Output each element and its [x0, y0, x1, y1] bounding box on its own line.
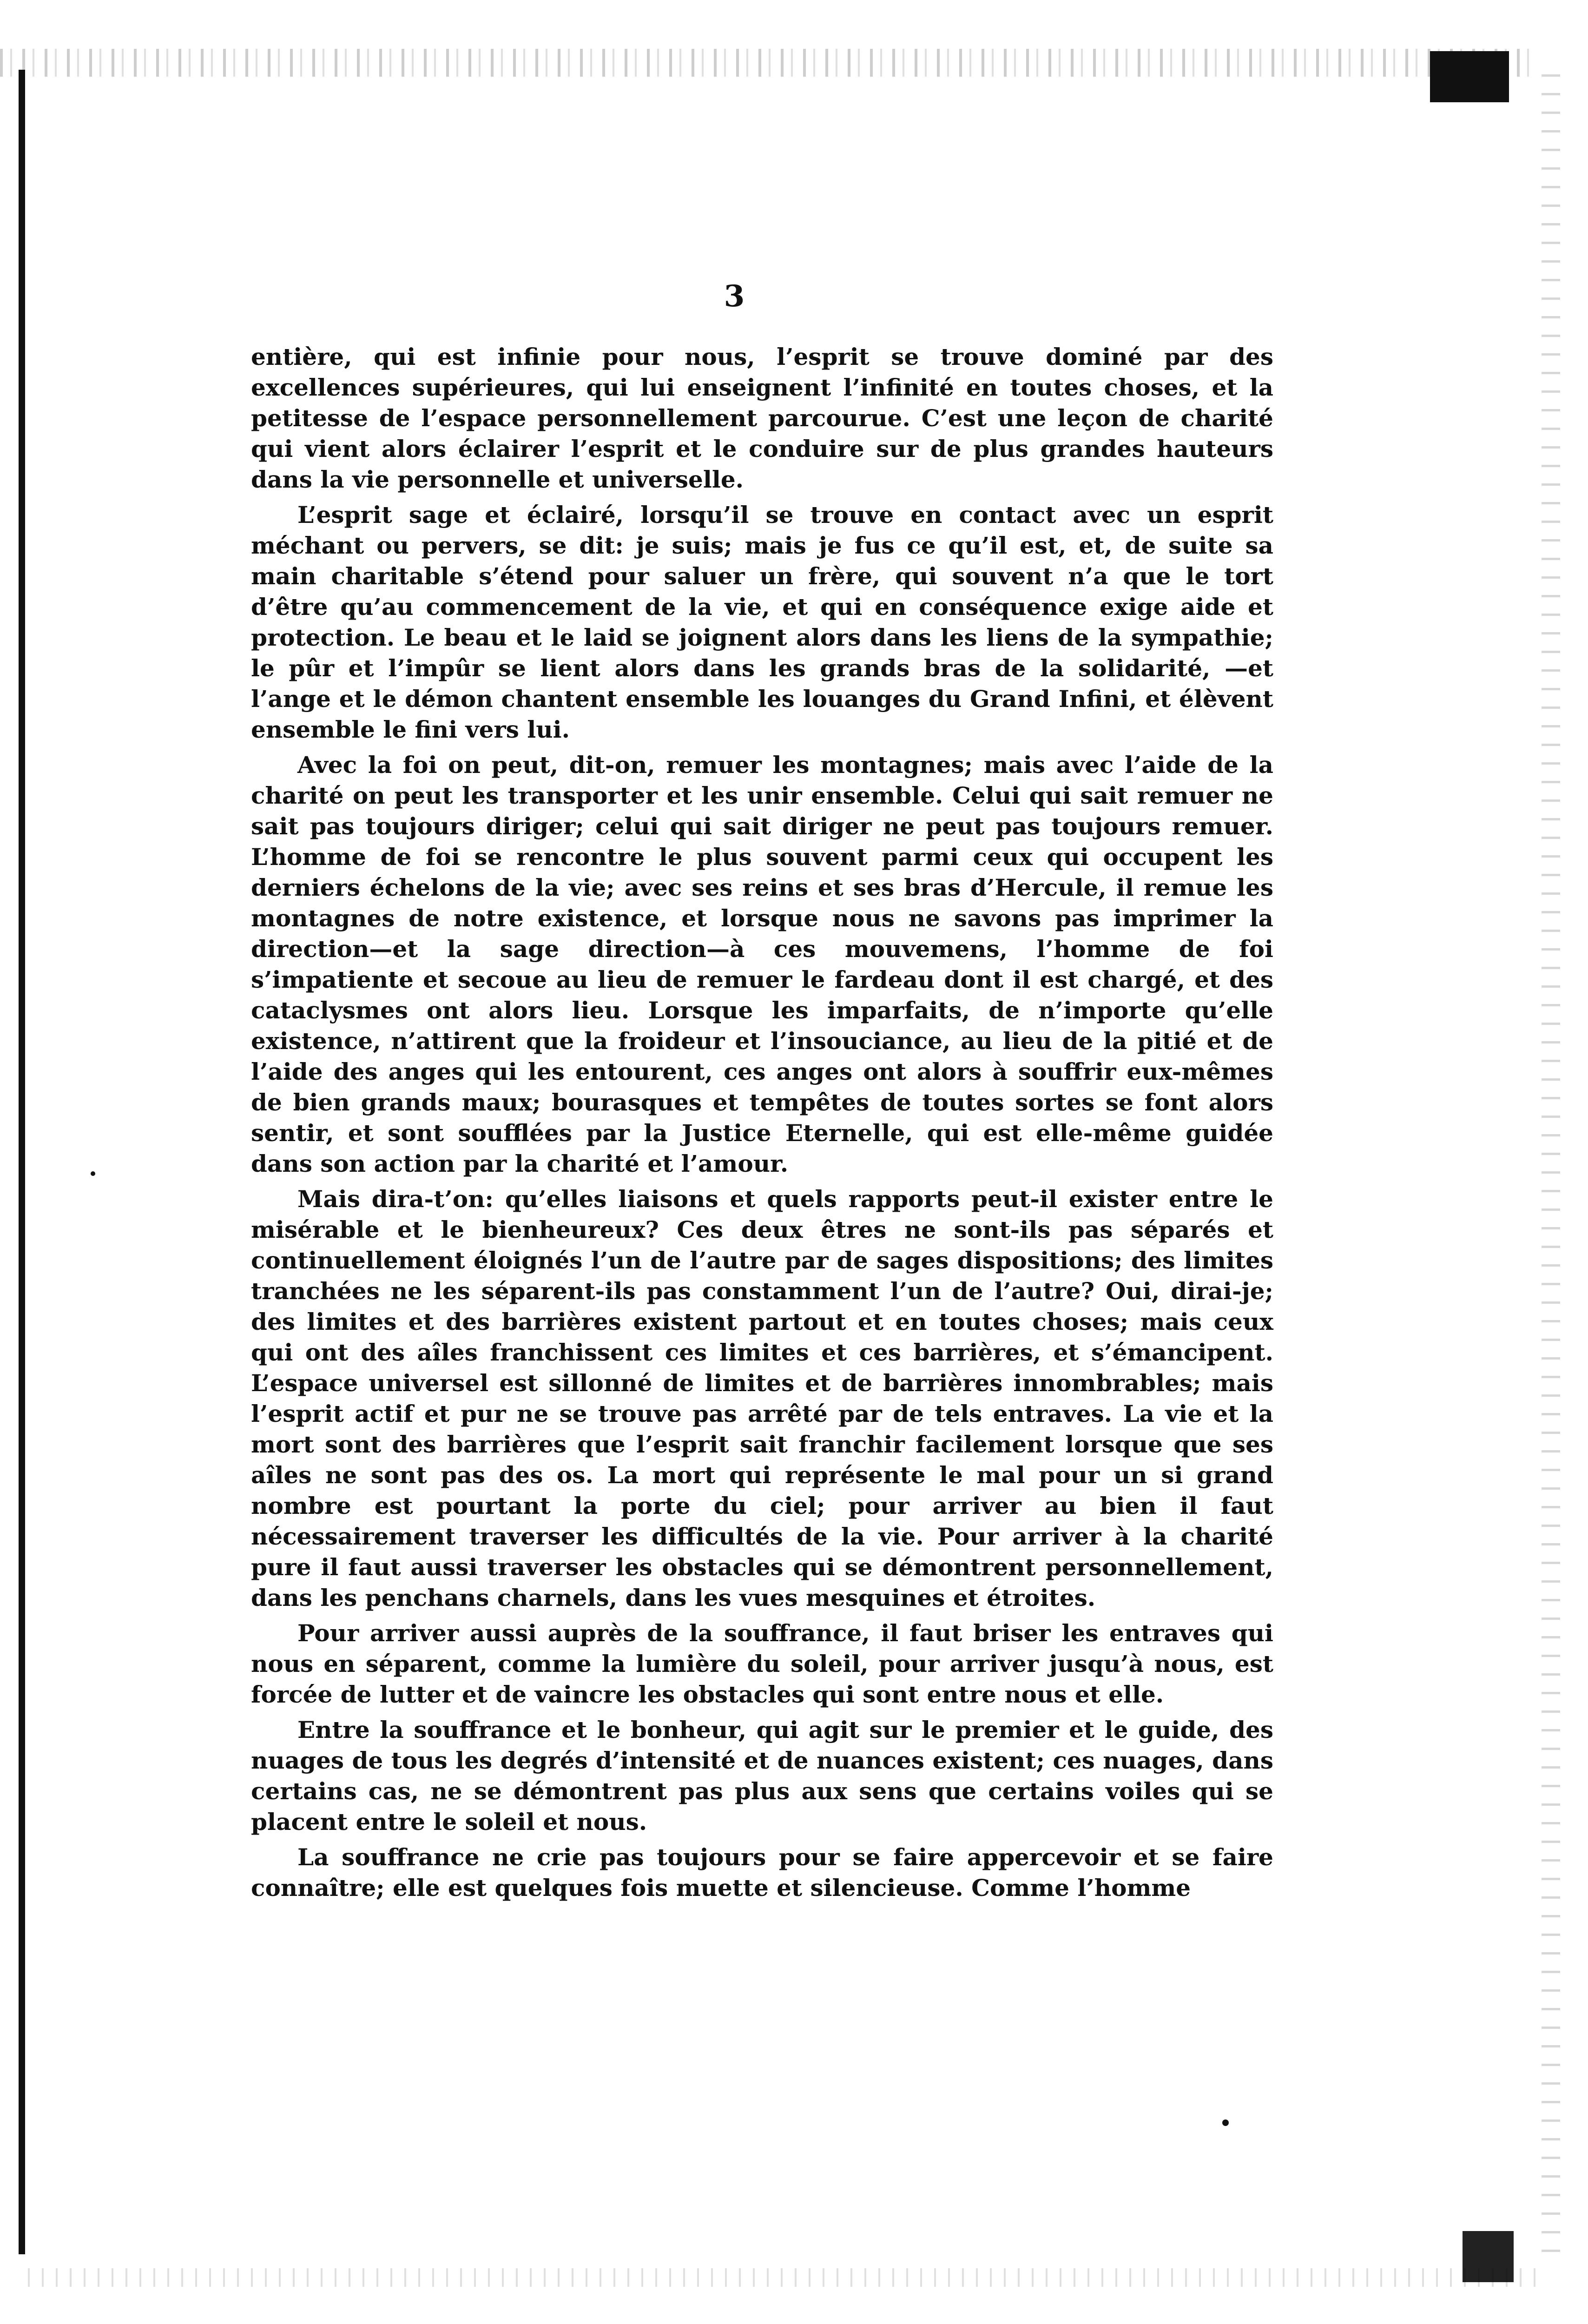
- scan-bottom-edge: [28, 2268, 1538, 2287]
- scan-speck: [91, 1171, 95, 1176]
- scan-left-edge: [19, 70, 25, 2254]
- scan-top-edge: [0, 49, 1534, 77]
- paragraph: Pour arriver aussi auprès de la souffrance, il faut briser les entraves qui nous en séparent, comme la lumière du soleil, pour arriver jusqu’à nous, est forcée de lutter et de vaincre les obstacles qui sont entre nous et elle.: [251, 1619, 1273, 1708]
- body-text: [251, 342, 1273, 1908]
- paragraph: Entre la souffrance et le bonheur, qui agit sur le premier et le guide, des nuages de tous les degrés d’intensité et de nuances existent; ces nuages, dans certains cas, ne se démontrent pas plus aux sens que certains voiles qui se placent entre le soleil et nous.: [251, 1716, 1273, 1835]
- page-number: 3: [724, 279, 745, 314]
- paragraph: Mais dira-t’on: qu’elles liaisons et quels rapports peut-il exister entre le misérable et le bienheureux? Ces deux êtres ne sont-ils pas séparés et continuellement éloignés l’un de l’autre par de sages dispositions; des limites tranchées ne les séparent-ils pas constamment l’un de l’autre? Oui, dirai-je; des limites et des barrières existent partout et en toutes choses; mais ceux qui ont des aîles franchissent ces limites et ces barrières, et s’émancipent. L’espace universel est sillonné de limites et de barrières innombrables; mais l’esprit actif et pur ne se trouve pas arrêté par de tels entraves. La vie et la mort sont des barrières que l’esprit sait franchir facilement lorsque que ses aîles ne sont pas des os. La mort qui représente le mal pour un si grand nombre est pourtant la porte du ciel; pour arriver au bien il faut nécessairement traverser les difficultés de la vie. Pour arriver à la charité pure il faut aussi traverser les obstacles qui se démontrent personnellement, dans les penchans charnels, dans les vues mesquines et étroites.: [251, 1185, 1273, 1611]
- scan-right-edge: [1542, 74, 1560, 2259]
- scan-speck: [1222, 2119, 1229, 2126]
- paragraph: L’esprit sage et éclairé, lorsqu’il se trouve en contact avec un esprit méchant ou pervers, se dit: je suis; mais je fus ce qu’il est, et, de suite sa main charitable s’étend pour saluer un frère, qui souvent n’a que le tort d’être qu’au commencement de la vie, et qui en conséquence exige aide et protection. Le beau et le laid se joignent alors dans les liens de la sympathie; le pûr et l’impûr se lient alors dans les grands bras de la solidarité, —et l’ange et le démon chantent ensemble les louanges du Grand Infini, et élèvent ensemble le fini vers lui.: [251, 501, 1273, 743]
- scan-corner-mark: [1430, 51, 1509, 102]
- paragraph: Avec la foi on peut, dit-on, remuer les montagnes; mais avec l’aide de la charité on peut les transporter et les unir ensemble. Celui qui sait remuer ne sait pas toujours diriger; celui qui sait diriger ne peut pas toujours remuer. L’homme de foi se rencontre le plus souvent parmi ceux qui occupent les derniers échelons de la vie; avec ses reins et ses bras d’Hercule, il remue les montagnes de notre existence, et lorsque nous ne savons pas imprimer la direction—et la sage direction—à ces mouvemens, l’homme de foi s’impatiente et secoue au lieu de remuer le fardeau dont il est chargé, et des cataclysmes ont alors lieu. Lorsque les imparfaits, de n’importe qu’elle existence, n’attirent que la froideur et l’insouciance, au lieu de la pitié et de l’aide des anges qui les entourent, ces anges ont alors à souffrir eux-mêmes de bien grands maux; bourasques et tempêtes de toutes sortes se font alors sentir, et sont soufflées par la Justice Eternelle, qui est elle-même guidée dans son action par la charité et l’amour.: [251, 751, 1273, 1177]
- paragraph: entière, qui est infinie pour nous, l’esprit se trouve dominé par des excellences supérieures, qui lui enseignent l’infinité en toutes choses, et la petitesse de l’espace personnellement parcourue. C’est une leçon de charité qui vient alors éclairer l’esprit et le conduire sur de plus grandes hauteurs dans la vie personnelle et universelle.: [251, 343, 1273, 493]
- paragraph: La souffrance ne crie pas toujours pour se faire appercevoir et se faire connaître; elle est quelques fois muette et silencieuse. Comme l’homme: [251, 1843, 1273, 1901]
